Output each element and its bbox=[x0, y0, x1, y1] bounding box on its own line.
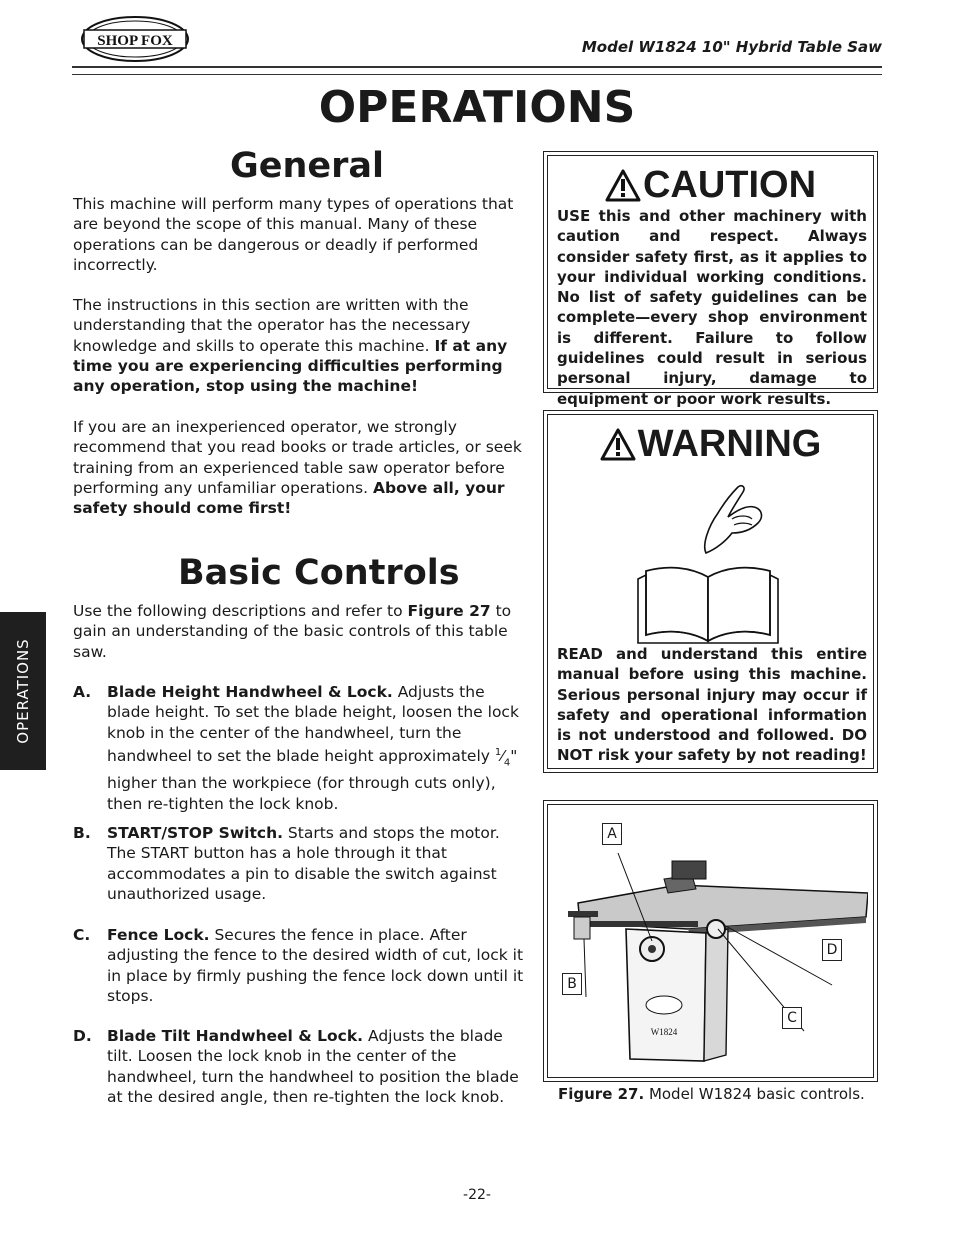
figure-reference: Figure 27 bbox=[407, 602, 491, 620]
control-item-d bbox=[73, 1026, 528, 1107]
item-text: Starts and stops the motor. The START button has a hole through it that accommodates a pin to disable the switch against unauthorized usage. bbox=[107, 824, 500, 903]
warning-triangle-icon bbox=[605, 169, 641, 202]
paragraph-emphasis: Above all, your safety should come first! bbox=[73, 478, 505, 518]
warning-text: READ and understand this entire manual before using this machine. Serious personal injury may occur if safety and operational information is not understood and followed. DO NOT risk your safety by not reading! bbox=[557, 645, 867, 765]
page-title: OPERATIONS bbox=[318, 82, 636, 133]
paragraph-text: If you are an inexperienced operator, we strongly recommend that you read books or trade articles, or seek training from an experienced table saw operator before performing any unfamiliar operations. bbox=[73, 418, 522, 497]
read-manual-icon bbox=[628, 475, 808, 645]
item-text: Adjusts the blade height. To set the blade height, loosen the lock knob in the center of the handwheel, turn the handwheel to set the blade height approximately bbox=[107, 683, 519, 766]
section-side-tab bbox=[0, 612, 46, 770]
general-paragraph-2 bbox=[73, 295, 523, 396]
item-letter: D. bbox=[73, 1027, 92, 1045]
item-title: START/STOP Switch. bbox=[107, 824, 283, 842]
item-title: Blade Height Handwheel & Lock. bbox=[107, 683, 393, 701]
item-letter: A. bbox=[73, 683, 92, 701]
figure-box bbox=[543, 800, 878, 1082]
callout-b: B bbox=[562, 973, 582, 995]
figure-caption-text: Model W1824 basic controls. bbox=[644, 1085, 865, 1103]
caution-sign bbox=[548, 164, 873, 207]
callout-c: C bbox=[782, 1007, 802, 1029]
control-item-c bbox=[73, 925, 528, 1006]
callout-a: A bbox=[602, 823, 622, 845]
intro-text: to gain an understanding of the basic controls of this table saw. bbox=[73, 602, 512, 661]
model-title: Model W1824 10" Hybrid Table Saw bbox=[581, 38, 882, 56]
figure-label: Figure 27. bbox=[558, 1085, 645, 1103]
header-rule bbox=[72, 66, 882, 75]
control-item-b bbox=[73, 823, 528, 904]
caution-text: USE this and other machinery with caution and respect. Always consider safety first, as it applies to your individual working conditions. No list of safety guidelines can be complete—every shop environment is different. Failure to follow guidelines could result in serious personal injury, damage to equipment or poor work results. bbox=[557, 207, 867, 408]
item-text: Secures the fence in place. After adjusting the fence to the desired width of cut, lock it in place by firmly pushing the fence lock down until it stops. bbox=[107, 926, 524, 1005]
general-paragraph-1: This machine will perform many types of operations that are beyond the scope of this manual. Many of these operations can be dangerous or deadly if performed incorrectly. bbox=[73, 195, 514, 274]
shop-fox-logo bbox=[80, 14, 190, 64]
caution-box bbox=[543, 151, 878, 408]
intro-text: Use the following descriptions and refer to bbox=[73, 602, 408, 620]
control-item-a: A. Blade Height Handwheel & Lock. Adjusts the blade height. To set the blade height, loosen the lock knob in the center of the handwheel, turn the handwheel to set the blade height approximately $^1⁄_4$" higher than the workpiece (for through cuts only), then re-tighten the lock knob. bbox=[73, 683, 519, 813]
saw-model-badge: W1824 bbox=[650, 1027, 678, 1037]
warning-triangle-icon bbox=[600, 428, 636, 461]
logo-text: SHOP FOX bbox=[97, 33, 173, 49]
item-letter: C. bbox=[73, 926, 91, 944]
side-tab-label: OPERATIONS bbox=[14, 638, 32, 744]
item-letter: B. bbox=[73, 824, 91, 842]
paragraph-emphasis: If at any time you are experiencing difficulties performing any operation, stop using the machine! bbox=[73, 336, 508, 396]
figure-caption bbox=[558, 1085, 865, 1103]
page-number: -22- bbox=[463, 1187, 491, 1203]
caution-label: CAUTION bbox=[642, 164, 817, 206]
fraction-denominator: 4 bbox=[503, 757, 511, 769]
fraction-numerator: 1 bbox=[494, 746, 502, 758]
warning-label: WARNING bbox=[637, 423, 822, 465]
general-heading: General bbox=[230, 146, 384, 186]
item-text: Adjusts the blade tilt. Loosen the lock knob in the center of the handwheel, turn the handwheel to position the blade at the desired angle, then re-tighten the lock knob. bbox=[107, 1027, 519, 1106]
warning-sign bbox=[548, 423, 873, 466]
item-title: Fence Lock. bbox=[107, 926, 210, 944]
basic-controls-intro bbox=[73, 601, 523, 662]
paragraph-text: The instructions in this section are written with the understanding that the operator has the necessary knowledge and skills to operate this machine. bbox=[73, 296, 471, 355]
callout-d: D bbox=[822, 939, 842, 961]
general-paragraph-3 bbox=[73, 417, 523, 518]
item-text: " higher than the workpiece (for through cuts only), then re-tighten the lock knob. bbox=[107, 747, 518, 813]
item-title: Blade Tilt Handwheel & Lock. bbox=[107, 1027, 364, 1045]
basic-controls-heading: Basic Controls bbox=[178, 553, 460, 593]
warning-box bbox=[543, 410, 878, 773]
